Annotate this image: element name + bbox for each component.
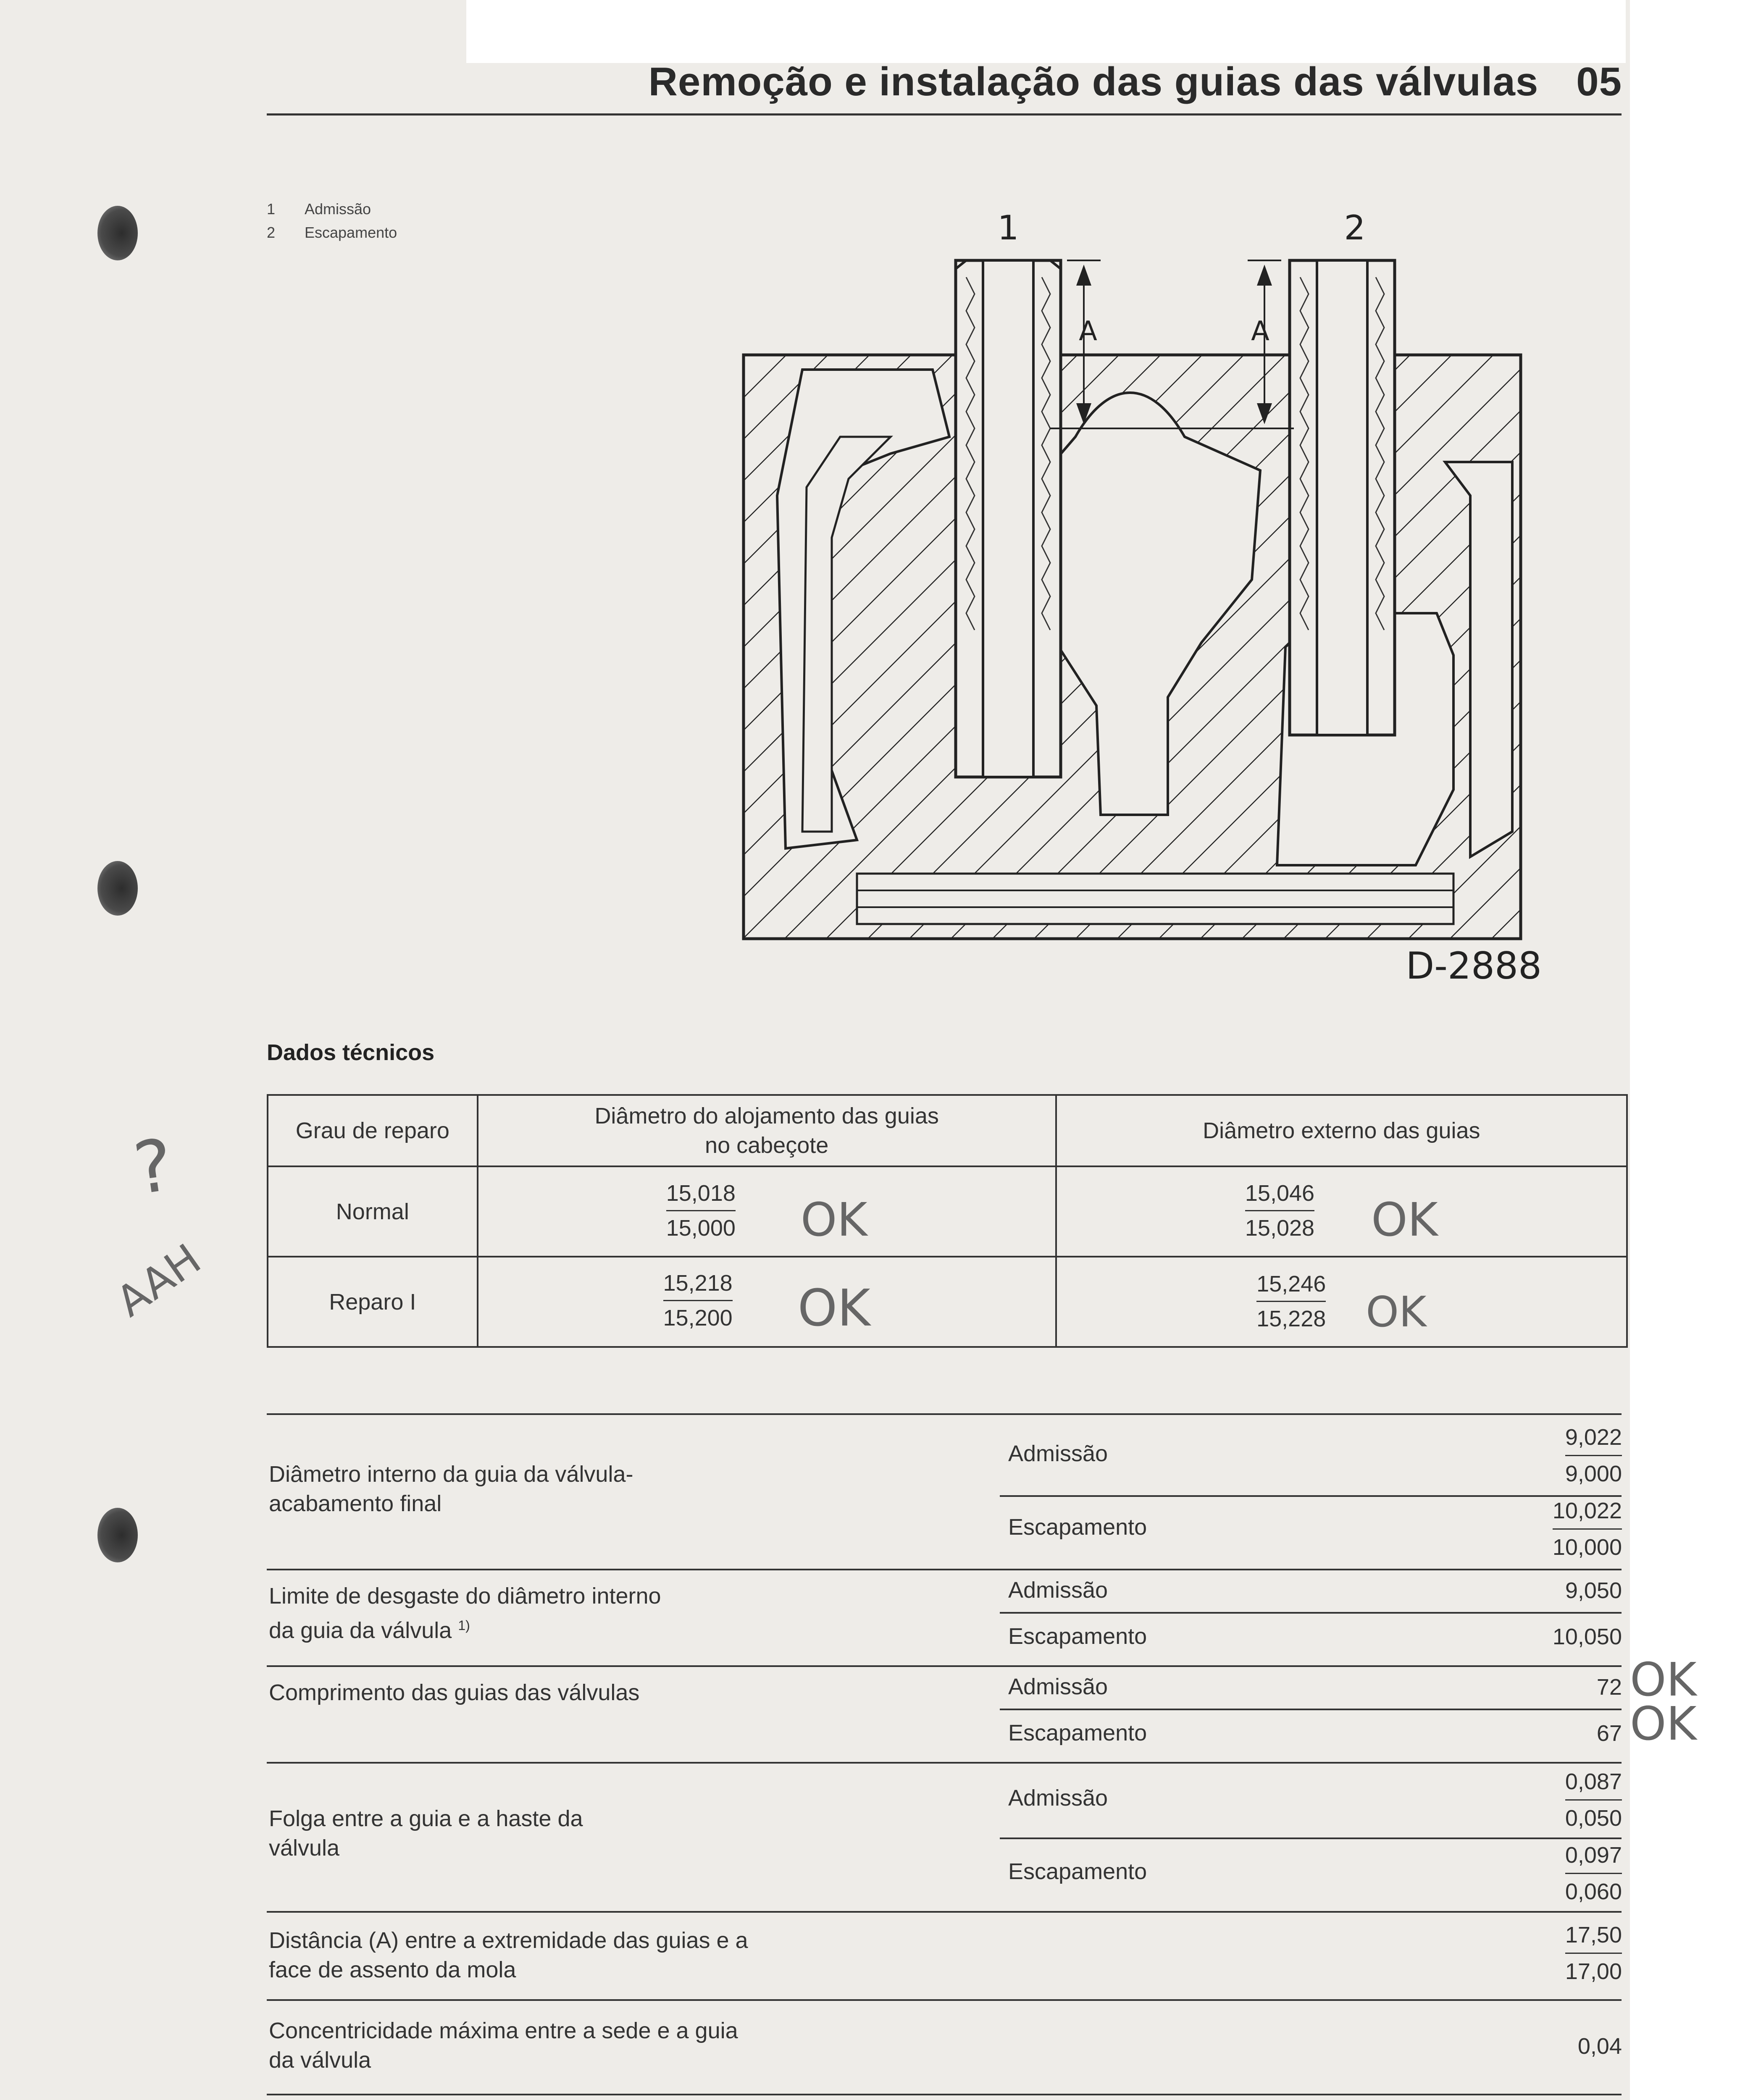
spec-sub-rule xyxy=(1000,1495,1622,1497)
spec-rule xyxy=(267,1999,1622,2001)
spec-sub-rule xyxy=(1000,1709,1622,1710)
section-number: 05 xyxy=(1576,59,1622,104)
housing-normal: $\frac{15,018}{15,000}$ OK xyxy=(478,1166,1056,1257)
handwritten-ok: OK xyxy=(1371,1193,1438,1247)
header-grade: Grau de reparo xyxy=(268,1095,478,1166)
spec-guide-length-label: Comprimento das guias das válvulas xyxy=(269,1680,640,1705)
valve-guide-diagram xyxy=(731,202,1571,991)
spec-rule xyxy=(267,1665,1622,1667)
table-row xyxy=(268,1166,1627,1257)
header-guide: Diâmetro externo das guias xyxy=(1056,1095,1627,1166)
handwritten-ok: OK xyxy=(1630,1697,1697,1751)
spec-exhaust-label: Escapamento xyxy=(1008,1720,1147,1746)
handwritten-ok: OK xyxy=(800,1193,867,1247)
diagram-legend xyxy=(267,197,397,244)
spec-intake-label: Admissão xyxy=(1008,1578,1108,1603)
header-housing: Diâmetro do alojamento das guias no cabeçote xyxy=(478,1095,1056,1166)
scan-right-edge xyxy=(1630,0,1753,2100)
spec-sub-rule xyxy=(1000,1612,1622,1614)
guide-normal: $\frac{15,046}{15,028}$ OK xyxy=(1056,1166,1627,1257)
page-title xyxy=(649,59,1622,105)
binder-hole xyxy=(97,861,138,916)
spec-exhaust-label: Escapamento xyxy=(1008,1515,1147,1540)
spec-length-exhaust-value: 67 xyxy=(1596,1721,1622,1746)
legend-item: 2 Escapamento xyxy=(267,224,397,241)
handwritten-margin-note: AAH xyxy=(107,1234,210,1327)
spec-intake-label: Admissão xyxy=(1008,1674,1108,1699)
handwritten-ok: OK xyxy=(797,1279,870,1338)
legend-item: 1 Admissão xyxy=(267,200,371,218)
spec-inner-exhaust-values: 10,022 10,000 xyxy=(1553,1493,1622,1565)
spec-rule xyxy=(267,1569,1622,1570)
page-title-text: Remoção e instalação das guias das válvulas xyxy=(648,59,1539,104)
repair-grade-table xyxy=(267,1094,1628,1348)
callout-1: 1 xyxy=(997,208,1019,247)
binder-hole xyxy=(97,1508,138,1562)
spec-exhaust-label: Escapamento xyxy=(1008,1624,1147,1649)
spec-rule xyxy=(267,1911,1622,1913)
spec-rule xyxy=(267,2094,1622,2095)
spec-clearance-intake-values: 0,087 0,050 xyxy=(1565,1764,1622,1836)
spec-wear-exhaust-value: 10,050 xyxy=(1552,1624,1622,1649)
spec-inner-diameter-label: Diâmetro interno da guia da válvula-acabamento final xyxy=(269,1462,633,1516)
spec-rule xyxy=(267,1413,1622,1415)
drawing-code: D-2888 xyxy=(1406,944,1542,987)
dimension-a-label: A xyxy=(1251,316,1269,347)
handwritten-ok: OK xyxy=(1630,1653,1697,1706)
spec-length-intake-value: 72 xyxy=(1596,1675,1622,1700)
spec-distance-a-label: Distância (A) entre a extremidade das guias e a face de assento da mola xyxy=(269,1928,748,1982)
handwritten-question-mark: ? xyxy=(129,1123,178,1211)
table-row xyxy=(268,1257,1627,1347)
spec-wear-limit-label: Limite de desgaste do diâmetro interno da guia da válvula $^{1)}$ xyxy=(269,1583,661,1643)
table-header-row xyxy=(268,1095,1627,1166)
spec-clearance-label: Folga entre a guia e a haste da válvula xyxy=(269,1806,583,1861)
spec-concentricity-label: Concentricidade máxima entre a sede e a guia da válvula xyxy=(269,2018,738,2073)
spec-wear-intake-value: 9,050 xyxy=(1565,1578,1622,1603)
spec-distance-a-values: 17,50 17,00 xyxy=(1565,1917,1622,1989)
spec-exhaust-label: Escapamento xyxy=(1008,1859,1147,1884)
scan-white-top xyxy=(466,0,1626,63)
spec-sub-rule xyxy=(1000,1838,1622,1839)
spec-intake-label: Admissão xyxy=(1008,1441,1108,1466)
grade-normal: Normal xyxy=(268,1166,478,1257)
grade-repair: Reparo I xyxy=(268,1257,478,1347)
spec-rule xyxy=(267,1762,1622,1764)
spec-clearance-exhaust-values: 0,097 0,060 xyxy=(1565,1838,1622,1909)
callout-2: 2 xyxy=(1344,208,1366,247)
spec-inner-intake-values: 9,022 9,000 xyxy=(1565,1420,1622,1491)
housing-repair: $\frac{15,218}{15,200}$ OK xyxy=(478,1257,1056,1347)
binder-hole xyxy=(97,206,138,260)
dimension-a-label: A xyxy=(1079,316,1097,347)
spec-intake-label: Admissão xyxy=(1008,1785,1108,1811)
spec-concentricity-value: 0,04 xyxy=(1577,2034,1622,2059)
tech-data-title: Dados técnicos xyxy=(267,1040,435,1065)
guide-repair: $\frac{15,246}{15,228}$ OK xyxy=(1056,1257,1627,1347)
header-rule xyxy=(267,113,1622,116)
handwritten-ok: OK xyxy=(1366,1287,1427,1336)
